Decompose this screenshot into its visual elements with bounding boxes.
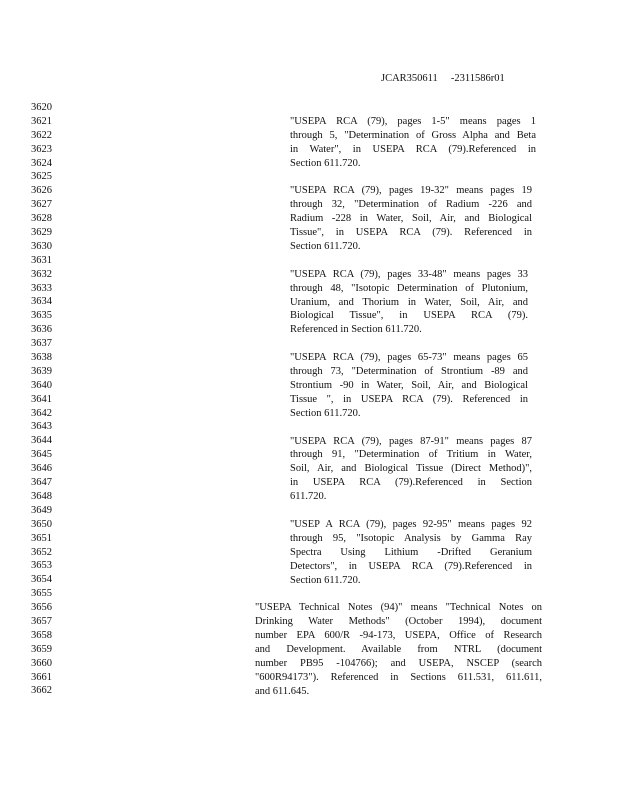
definition-entry xyxy=(290,351,528,420)
line-number: 3635 xyxy=(31,310,52,322)
line-number: 3621 xyxy=(31,115,52,127)
line-number: 3632 xyxy=(31,268,52,280)
line-number: 3624 xyxy=(31,157,52,169)
line-number: 3627 xyxy=(31,199,52,211)
line-number: 3659 xyxy=(31,643,52,655)
line-number: 3651 xyxy=(31,532,52,544)
definition-line: Section 611.720. xyxy=(290,407,361,419)
line-number: 3622 xyxy=(31,129,52,141)
line-number: 3656 xyxy=(31,602,52,614)
definition-line: "USEPA RCA (79), pages 65-73" means pages 65 xyxy=(290,352,528,364)
doc-code: -2311586r01 xyxy=(450,73,505,84)
definition-line: "600R94173"). Referenced in Sections 611.531, 611.611, xyxy=(255,671,542,683)
line-number: 3640 xyxy=(31,379,52,391)
line-number: 3629 xyxy=(31,227,52,239)
line-number: 3625 xyxy=(31,171,52,183)
definition-line: Referenced in Section 611.720. xyxy=(290,324,422,336)
line-number: 3643 xyxy=(31,421,52,433)
line-number: 3645 xyxy=(31,449,52,461)
line-number: 3633 xyxy=(31,282,52,294)
definition-line: and Development. Available from NTRL (document xyxy=(255,644,542,656)
definition-entry xyxy=(255,601,542,698)
definition-entry xyxy=(290,184,532,253)
line-number: 3620 xyxy=(31,102,52,113)
definition-line: through 91, "Determination of Tritium in Water, xyxy=(290,449,532,461)
definition-line: through 5, "Determination of Gross Alpha and Beta xyxy=(290,129,536,141)
line-number: 3653 xyxy=(31,560,52,572)
line-number: 3641 xyxy=(31,393,52,405)
definition-line: Biological Tissue", in USEPA RCA (79). xyxy=(290,310,528,322)
definition-line: "USEPA RCA (79), pages 1-5" means pages 1 xyxy=(290,115,536,127)
definition-line: Tissue", in USEPA RCA (79). Referenced in xyxy=(290,227,532,239)
definition-line: in Water", in USEPA RCA (79).Referenced in xyxy=(290,143,536,155)
line-number: 3662 xyxy=(31,685,52,697)
line-number: 3638 xyxy=(31,352,52,364)
definition-line: Detectors", in USEPA RCA (79).Referenced in xyxy=(290,560,532,572)
definition-line: number EPA 600/R -94-173, USEPA, Office of Research xyxy=(255,630,542,642)
line-number: 3655 xyxy=(31,588,52,600)
line-number: 3630 xyxy=(31,240,52,252)
definition-entry xyxy=(290,115,536,171)
line-number-column xyxy=(31,101,52,698)
definition-line: "USEPA RCA (79), pages 33-48" means pages 33 xyxy=(290,268,528,280)
line-number: 3652 xyxy=(31,546,52,558)
line-number: 3650 xyxy=(31,518,52,530)
definition-line: Tissue ", in USEPA RCA (79). Referenced in xyxy=(290,393,528,405)
definition-line: in USEPA RCA (79).Referenced in Section xyxy=(290,477,532,489)
line-number: 3644 xyxy=(31,435,52,447)
document-header xyxy=(381,73,505,84)
definition-line: "USEPA Technical Notes (94)" means "Technical Notes on xyxy=(255,602,542,614)
line-number: 3636 xyxy=(31,324,52,336)
definition-entry xyxy=(290,518,532,587)
line-number: 3634 xyxy=(31,296,52,308)
doc-id: JCAR350611 xyxy=(381,73,438,84)
definition-line: Section 611.720. xyxy=(290,240,361,252)
definition-entry xyxy=(290,435,532,504)
line-number: 3631 xyxy=(31,254,52,266)
line-number: 3623 xyxy=(31,143,52,155)
line-number: 3648 xyxy=(31,490,52,502)
definition-line: through 32, "Determination of Radium -226 and xyxy=(290,199,532,211)
definition-line: 611.720. xyxy=(290,491,327,503)
line-number: 3660 xyxy=(31,657,52,669)
definition-line: "USEPA RCA (79), pages 87-91" means pages 87 xyxy=(290,435,532,447)
line-number: 3642 xyxy=(31,407,52,419)
definition-line: through 48, "Isotopic Determination of Plutonium, xyxy=(290,282,528,294)
definition-line: Drinking Water Methods" (October 1994), document xyxy=(255,616,542,628)
definition-entry xyxy=(290,268,528,337)
line-number: 3649 xyxy=(31,504,52,516)
definition-line: number PB95 -104766); and USEPA, NSCEP (search xyxy=(255,657,542,669)
definition-line: through 95, "Isotopic Analysis by Gamma Ray xyxy=(290,532,532,544)
definition-line: Radium -228 in Water, Soil, Air, and Biological xyxy=(290,213,532,225)
line-number: 3646 xyxy=(31,463,52,475)
line-number: 3639 xyxy=(31,365,52,377)
line-number: 3658 xyxy=(31,629,52,641)
definition-line: Spectra Using Lithium -Drifted Geranium xyxy=(290,546,532,558)
line-number: 3628 xyxy=(31,213,52,225)
definition-line: Soil, Air, and Biological Tissue (Direct Method)", xyxy=(290,463,532,475)
definition-line: and 611.645. xyxy=(255,685,310,697)
definition-line: "USEPA RCA (79), pages 19-32" means pages 19 xyxy=(290,185,532,197)
line-number: 3661 xyxy=(31,671,52,683)
line-number: 3637 xyxy=(31,338,52,350)
definition-line: Strontium -90 in Water, Soil, Air, and Biological xyxy=(290,379,528,391)
line-number: 3647 xyxy=(31,477,52,489)
definition-line: through 73, "Determination of Strontium -89 and xyxy=(290,366,528,378)
definition-line: Section 611.720. xyxy=(290,574,361,586)
line-number: 3626 xyxy=(31,185,52,197)
line-number: 3657 xyxy=(31,615,52,627)
definition-line: Section 611.720. xyxy=(290,157,361,169)
definition-line: "USEP A RCA (79), pages 92-95" means pages 92 xyxy=(290,519,532,530)
definition-line: Uranium, and Thorium in Water, Soil, Air, and xyxy=(290,296,528,308)
line-number: 3654 xyxy=(31,574,52,586)
